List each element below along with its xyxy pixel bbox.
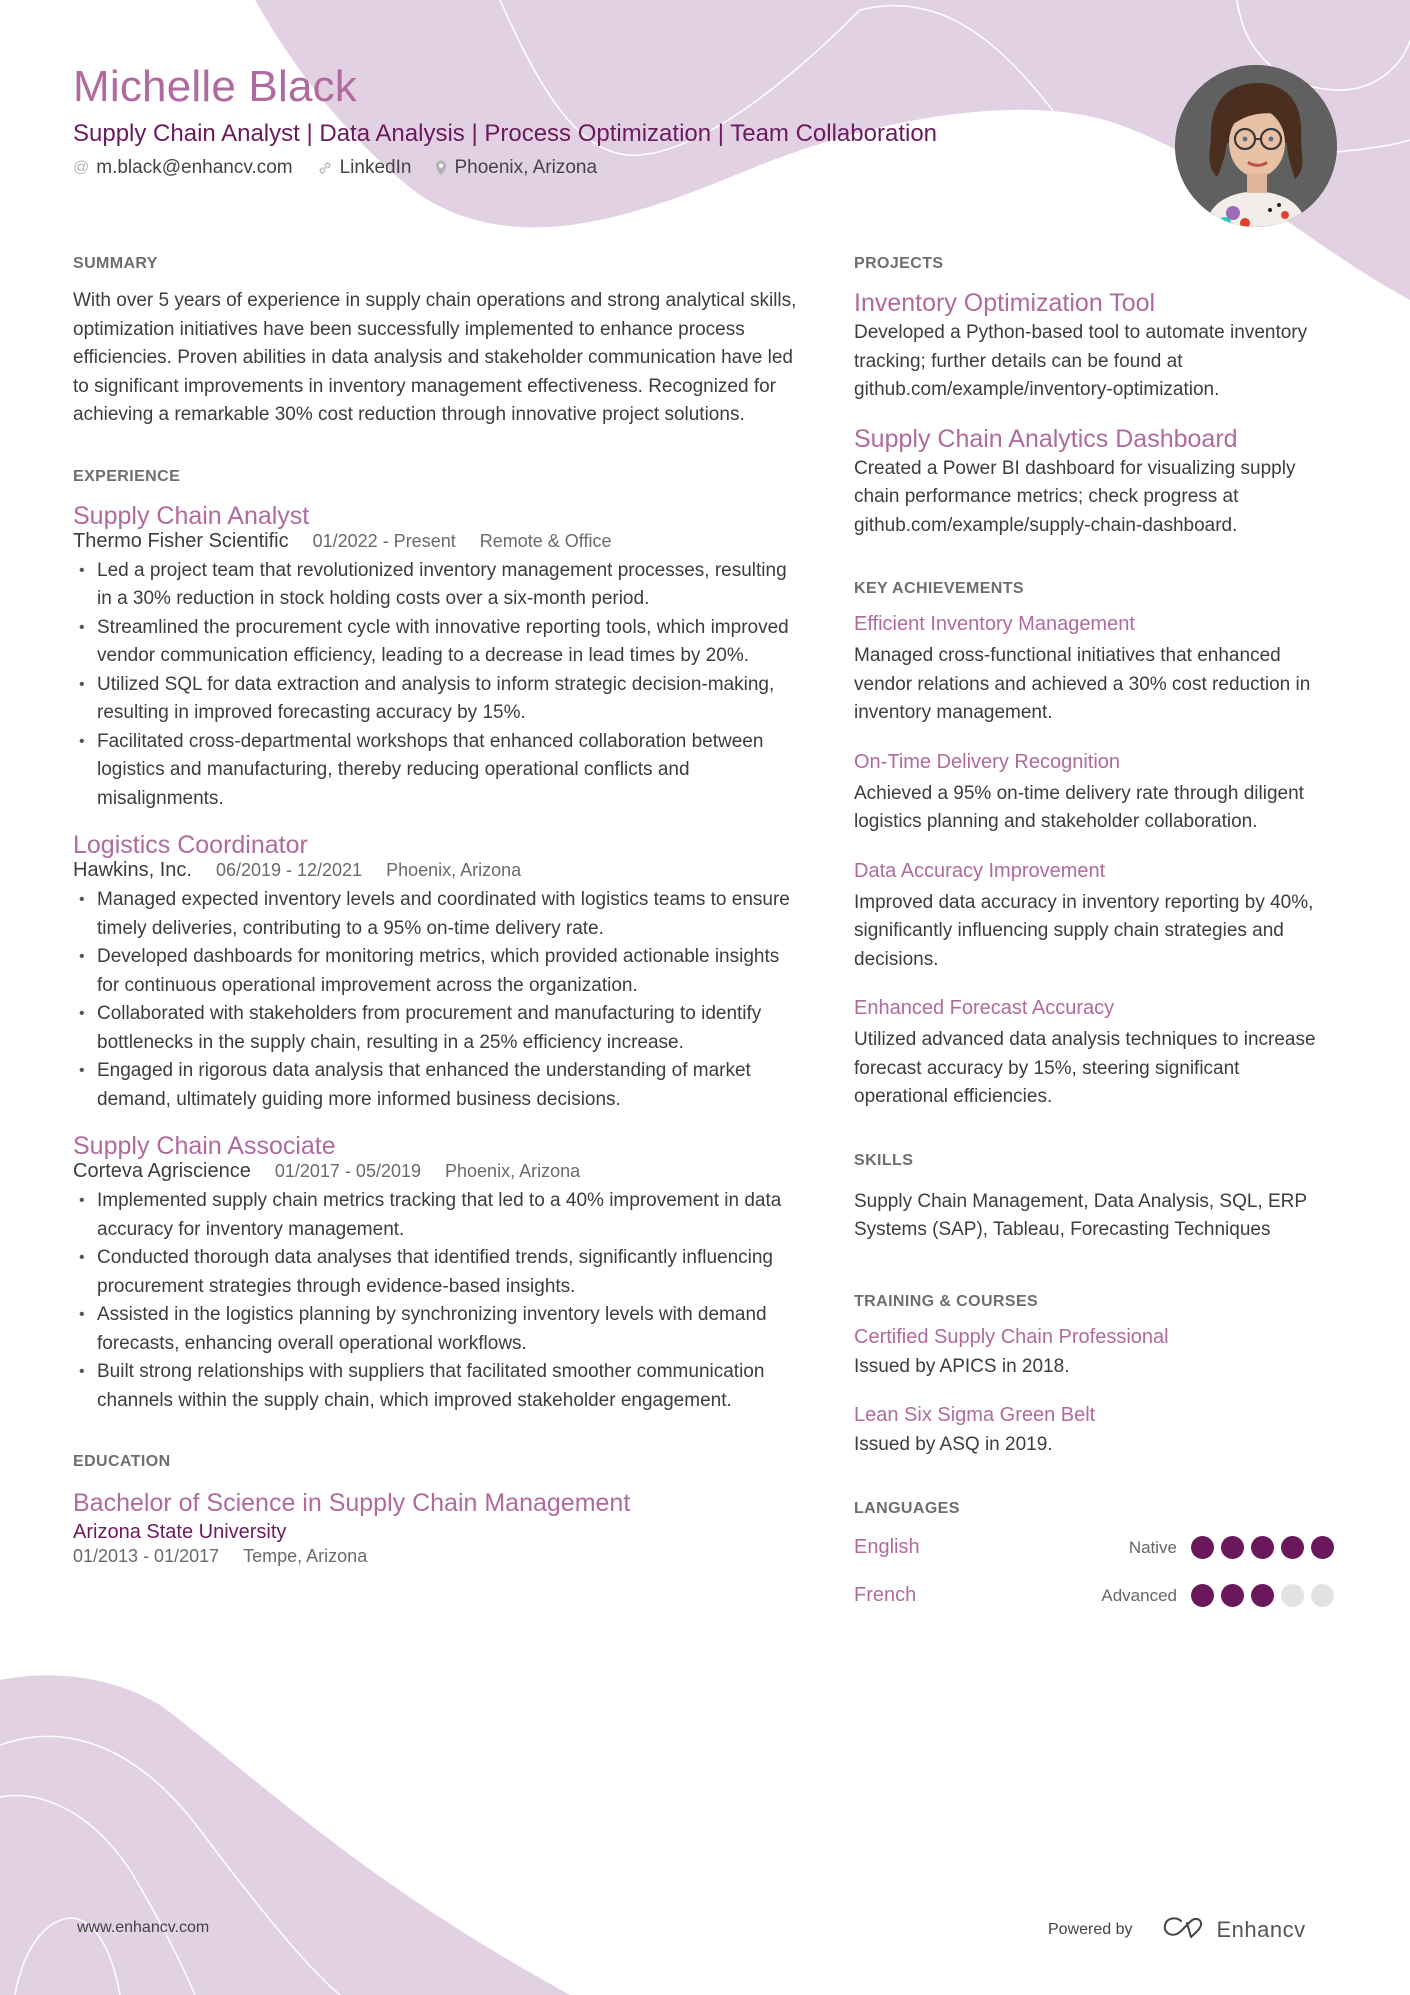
bullet-item: • Developed dashboards for monitoring metrics, which provided actionable insights for continuous operational improvement across the organization. xyxy=(73,943,803,1000)
education-location: Tempe, Arizona xyxy=(243,1546,368,1566)
powered-by-label: Powered by xyxy=(1048,1920,1133,1938)
language-row xyxy=(854,1530,1334,1566)
link-icon xyxy=(317,160,333,176)
bullet-item: • Implemented supply chain metrics tracking that led to a 40% improvement in data accuracy for inventory management. xyxy=(73,1187,803,1244)
achievement-title: Enhanced Forecast Accuracy xyxy=(854,997,1115,1019)
projects-heading: PROJECTS xyxy=(854,255,944,272)
experience-section xyxy=(73,468,803,1416)
proficiency-dot xyxy=(1191,1536,1214,1559)
achievement-entry xyxy=(854,994,1334,1112)
achievement-title: On-Time Delivery Recognition xyxy=(854,750,1121,773)
language-level: Native xyxy=(1128,1537,1177,1557)
course-entry xyxy=(854,1401,1334,1460)
job-dates: 01/2022 - Present xyxy=(312,530,456,551)
footer-website-link[interactable]: www.enhancv.com xyxy=(77,1919,210,1936)
job-bullets xyxy=(73,886,803,1114)
email-text: m.black@enhancv.com xyxy=(96,157,293,178)
project-title: Inventory Optimization Tool xyxy=(854,289,1156,317)
job-location: Remote & Office xyxy=(479,530,612,551)
job-meta xyxy=(73,1160,803,1183)
bullet-item: • Built strong relationships with suppliers that facilitated smoother communication channels within the supply chain, which improved stakeholder engagement. xyxy=(73,1358,803,1415)
location-pin-icon xyxy=(435,160,447,176)
project-description: Developed a Python-based tool to automate inventory tracking; further details can be found at github.com/example/inventory-optimization. xyxy=(854,322,1308,400)
proficiency-dots xyxy=(1191,1536,1334,1559)
brand-name: Enhancv xyxy=(1216,1916,1306,1942)
job-dates: 06/2019 - 12/2021 xyxy=(215,860,363,880)
achievements-heading: KEY ACHIEVEMENTS xyxy=(854,580,1024,597)
headline: Supply Chain Analyst | Data Analysis | Process Optimization | Team Collaboration xyxy=(73,120,938,147)
job-entry xyxy=(73,829,803,1114)
right-column xyxy=(854,255,1334,1614)
achievement-entry xyxy=(854,748,1334,837)
proficiency-dot xyxy=(1311,1584,1334,1607)
course-title: Certified Supply Chain Professional xyxy=(854,1325,1169,1348)
job-meta xyxy=(73,530,803,553)
candidate-name: Michelle Black xyxy=(73,62,358,111)
training-heading: TRAINING & COURSES xyxy=(854,1292,1039,1310)
education-heading: EDUCATION xyxy=(73,1453,171,1470)
contact-row xyxy=(73,157,597,179)
project-entry xyxy=(854,287,1334,405)
achievement-description: Managed cross-functional initiatives that enhanced vendor relations and achieved a 30% cost reduction in inventory management. xyxy=(854,645,1311,723)
job-location: Phoenix, Arizona xyxy=(445,1161,581,1181)
achievement-description: Improved data accuracy in inventory reporting by 40%, significantly influencing supply chain strategies and decisions. xyxy=(854,891,1314,970)
language-level: Advanced xyxy=(1101,1585,1177,1605)
enhancv-logo-icon xyxy=(1161,1915,1207,1944)
languages-heading: LANGUAGES xyxy=(854,1499,960,1517)
proficiency-dot xyxy=(1311,1536,1334,1559)
education-dates: 01/2013 - 01/2017 xyxy=(73,1546,220,1566)
proficiency-dot xyxy=(1221,1536,1244,1559)
course-description: Issued by ASQ in 2019. xyxy=(854,1434,1053,1455)
location-text: Phoenix, Arizona xyxy=(454,157,598,178)
language-row xyxy=(854,1578,1334,1614)
brand-logo[interactable] xyxy=(1161,1915,1306,1944)
education-meta xyxy=(73,1546,803,1567)
job-meta xyxy=(73,859,803,882)
profile-photo xyxy=(1175,65,1337,227)
bullet-item: • Collaborated with stakeholders from procurement and manufacturing to identify bottlenecks in the supply chain, resulting in a 25% efficiency increase. xyxy=(73,1000,803,1057)
company-name: Hawkins, Inc. xyxy=(73,859,192,881)
languages-section xyxy=(854,1500,1334,1614)
summary-section xyxy=(73,255,803,430)
company-name: Corteva Agriscience xyxy=(73,1160,251,1182)
project-title: Supply Chain Analytics Dashboard xyxy=(854,424,1238,453)
proficiency-dot xyxy=(1281,1536,1304,1559)
achievement-title: Efficient Inventory Management xyxy=(854,613,1135,635)
projects-section xyxy=(854,255,1334,540)
job-bullets xyxy=(73,1187,803,1415)
job-entry xyxy=(73,500,803,814)
job-bullets xyxy=(73,557,803,814)
job-title: Logistics Coordinator xyxy=(73,831,308,859)
summary-text: With over 5 years of experience in supply chain operations and strong analytical skills, optimization initiatives have been successfully implemented to enhance process efficiencies. Proven abilities in data analysis and stakeholder communication have led to significant improvements in inventory management effectiveness. Recognized for achieving a remarkable 30% cost reduction through innovative project solutions. xyxy=(73,290,797,425)
course-entry xyxy=(854,1323,1334,1382)
proficiency-dot xyxy=(1191,1584,1214,1607)
proficiency-dot xyxy=(1221,1584,1244,1607)
training-section xyxy=(854,1293,1334,1460)
bullet-item: • Utilized SQL for data extraction and analysis to inform strategic decision-making, resulting in improved forecasting accuracy by 15%. xyxy=(73,671,803,728)
job-location: Phoenix, Arizona xyxy=(386,860,522,880)
left-column xyxy=(73,255,803,1567)
skills-section xyxy=(854,1152,1334,1245)
bullet-item: • Assisted in the logistics planning by synchronizing inventory levels with demand forecasts, enhancing overall operational workflows. xyxy=(73,1301,803,1358)
bullet-item: • Conducted thorough data analyses that identified trends, significantly influencing procurement strategies through evidence-based insights. xyxy=(73,1244,803,1301)
school-name: Arizona State University xyxy=(73,1521,287,1543)
linkedin-text: LinkedIn xyxy=(339,157,412,178)
job-dates: 01/2017 - 05/2019 xyxy=(274,1161,422,1181)
job-title: Supply Chain Analyst xyxy=(73,501,310,530)
achievement-entry xyxy=(854,857,1334,975)
proficiency-dot xyxy=(1251,1536,1274,1559)
proficiency-dot xyxy=(1251,1584,1274,1607)
at-icon: @ xyxy=(73,159,90,176)
bullet-item: • Streamlined the procurement cycle with innovative reporting tools, which improved vendor communication efficiency, leading to a decrease in lead times by 20%. xyxy=(73,614,803,671)
bullet-item: • Led a project team that revolutionized inventory management processes, resulting in a 30% reduction in stock holding costs over a six-month period. xyxy=(73,557,803,614)
education-section xyxy=(73,1453,803,1567)
bullet-item: • Engaged in rigorous data analysis that enhanced the understanding of market demand, ultimately guiding more informed business decisions. xyxy=(73,1057,803,1114)
achievement-description: Achieved a 95% on-time delivery rate through diligent logistics planning and stakeholder collaboration. xyxy=(854,782,1304,832)
skills-heading: SKILLS xyxy=(854,1151,914,1169)
company-name: Thermo Fisher Scientific xyxy=(73,529,289,552)
language-name: English xyxy=(854,1536,920,1558)
contact-linkedin[interactable] xyxy=(317,157,412,179)
powered-by xyxy=(1048,1915,1306,1944)
experience-heading: EXPERIENCE xyxy=(73,467,181,485)
portrait-illustration xyxy=(1175,65,1337,227)
proficiency-dot xyxy=(1281,1584,1304,1607)
achievement-description: Utilized advanced data analysis techniques to increase forecast accuracy by 15%, steering significant operational efficiencies. xyxy=(854,1029,1316,1107)
course-title: Lean Six Sigma Green Belt xyxy=(854,1404,1096,1426)
achievement-entry xyxy=(854,610,1334,728)
contact-email[interactable] xyxy=(73,157,293,179)
degree-title: Bachelor of Science in Supply Chain Management xyxy=(73,1489,631,1517)
course-description: Issued by APICS in 2018. xyxy=(854,1355,1070,1377)
contact-location xyxy=(435,157,597,179)
skills-list: Supply Chain Management, Data Analysis, SQL, ERP Systems (SAP), Tableau, Forecasting Techniques xyxy=(854,1190,1307,1240)
proficiency-dots xyxy=(1191,1584,1334,1607)
language-name: French xyxy=(854,1584,917,1606)
job-title: Supply Chain Associate xyxy=(73,1132,336,1160)
project-entry xyxy=(854,423,1334,541)
bullet-item: • Facilitated cross-departmental workshops that enhanced collaboration between logistics and manufacturing, thereby reducing operational conflicts and misalignments. xyxy=(73,728,803,814)
achievements-section xyxy=(854,580,1334,1112)
project-description: Created a Power BI dashboard for visualizing supply chain performance metrics; check progress at github.com/example/supply-chain-dashboard. xyxy=(854,457,1296,536)
summary-heading: SUMMARY xyxy=(73,255,158,272)
job-entry xyxy=(73,1130,803,1415)
achievement-title: Data Accuracy Improvement xyxy=(854,859,1106,882)
bullet-item: • Managed expected inventory levels and coordinated with logistics teams to ensure timely deliveries, contributing to a 95% on-time delivery rate. xyxy=(73,886,803,943)
